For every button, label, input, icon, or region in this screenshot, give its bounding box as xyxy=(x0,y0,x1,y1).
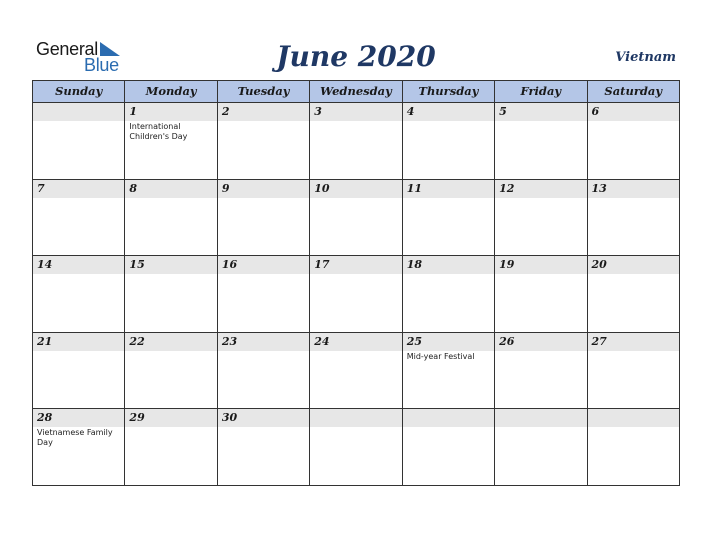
day-number xyxy=(495,409,586,427)
day-number: 26 xyxy=(495,333,586,351)
weekday-header-row xyxy=(33,81,679,103)
holiday-label xyxy=(218,121,309,122)
holiday-label xyxy=(310,351,401,352)
day-number xyxy=(588,409,679,427)
country-label: Vietnam xyxy=(615,50,676,65)
holiday-label: Vietnamese Family Day xyxy=(37,428,113,448)
weekday-header: Sunday xyxy=(33,81,125,102)
day-cell xyxy=(218,256,310,332)
holiday-label xyxy=(403,274,494,275)
day-number: 1 xyxy=(125,103,216,121)
week-row xyxy=(33,180,679,257)
holiday-label: International Children's Day xyxy=(129,122,188,141)
day-cell xyxy=(218,180,310,256)
holiday-label xyxy=(125,351,216,352)
day-cell xyxy=(125,180,217,256)
day-number: 3 xyxy=(310,103,401,121)
day-cell xyxy=(403,256,495,332)
day-cell xyxy=(33,409,125,485)
holiday-label xyxy=(588,351,679,352)
day-number: 28 xyxy=(33,409,124,427)
day-number: 6 xyxy=(588,103,679,121)
day-cell xyxy=(403,180,495,256)
weekday-header: Tuesday xyxy=(218,81,310,102)
holiday-label xyxy=(495,198,586,199)
day-number: 7 xyxy=(33,180,124,198)
day-cell xyxy=(33,180,125,256)
day-number: 15 xyxy=(125,256,216,274)
holiday-label xyxy=(588,198,679,199)
holiday-label xyxy=(310,198,401,199)
day-cell xyxy=(495,103,587,179)
week-row xyxy=(33,409,679,485)
day-number: 17 xyxy=(310,256,401,274)
holiday-label xyxy=(218,198,309,199)
holiday-label xyxy=(403,121,494,122)
logo-text-general: General xyxy=(36,39,98,59)
holiday-label xyxy=(403,427,494,428)
day-number: 11 xyxy=(403,180,494,198)
day-cell xyxy=(310,256,402,332)
day-number xyxy=(33,103,124,121)
logo-text-blue: Blue xyxy=(84,55,119,75)
day-cell xyxy=(403,409,495,485)
day-cell xyxy=(588,409,679,485)
holiday-label xyxy=(218,274,309,275)
day-number: 14 xyxy=(33,256,124,274)
day-number: 23 xyxy=(218,333,309,351)
day-number: 24 xyxy=(310,333,401,351)
holiday-label: Mid-year Festival xyxy=(406,351,475,361)
day-number: 13 xyxy=(588,180,679,198)
day-number xyxy=(403,409,494,427)
week-row xyxy=(33,103,679,180)
holiday-label xyxy=(125,198,216,199)
holiday-label xyxy=(33,198,124,199)
day-cell xyxy=(310,409,402,485)
holiday-label xyxy=(495,121,586,122)
day-cell xyxy=(125,409,217,485)
day-cell xyxy=(588,103,679,179)
day-cell xyxy=(403,333,495,409)
holiday-label xyxy=(33,351,124,352)
day-cell xyxy=(588,180,679,256)
day-cell xyxy=(33,333,125,409)
day-cell xyxy=(495,409,587,485)
holiday-label xyxy=(33,121,124,122)
day-cell xyxy=(588,256,679,332)
day-cell xyxy=(588,333,679,409)
week-row xyxy=(33,333,679,410)
day-number: 12 xyxy=(495,180,586,198)
day-number: 16 xyxy=(218,256,309,274)
week-row xyxy=(33,256,679,333)
holiday-label xyxy=(218,351,309,352)
day-cell xyxy=(33,103,125,179)
holiday-label xyxy=(588,121,679,122)
holiday-label xyxy=(495,427,586,428)
day-cell xyxy=(125,256,217,332)
day-cell xyxy=(495,256,587,332)
day-number: 21 xyxy=(33,333,124,351)
day-cell xyxy=(125,333,217,409)
day-number: 25 xyxy=(403,333,494,351)
day-number: 29 xyxy=(125,409,216,427)
day-number: 2 xyxy=(218,103,309,121)
holiday-label xyxy=(125,427,216,428)
day-number: 10 xyxy=(310,180,401,198)
holiday-label xyxy=(33,274,124,275)
day-number: 20 xyxy=(588,256,679,274)
day-cell xyxy=(218,333,310,409)
weekday-header: Wednesday xyxy=(310,81,402,102)
day-cell xyxy=(218,409,310,485)
day-number: 9 xyxy=(218,180,309,198)
day-number: 4 xyxy=(403,103,494,121)
day-cell xyxy=(310,333,402,409)
day-number: 5 xyxy=(495,103,586,121)
day-cell xyxy=(310,103,402,179)
weekday-header: Thursday xyxy=(403,81,495,102)
holiday-label xyxy=(403,198,494,199)
day-number: 18 xyxy=(403,256,494,274)
holiday-label xyxy=(495,274,586,275)
day-cell xyxy=(310,180,402,256)
holiday-label xyxy=(588,274,679,275)
day-cell xyxy=(495,180,587,256)
holiday-label xyxy=(310,274,401,275)
holiday-label xyxy=(588,427,679,428)
day-cell xyxy=(33,256,125,332)
weekday-header: Monday xyxy=(125,81,217,102)
day-cell xyxy=(125,103,217,179)
page-title: June 2020 xyxy=(276,40,436,73)
holiday-label xyxy=(310,427,401,428)
day-cell xyxy=(218,103,310,179)
holiday-label xyxy=(125,274,216,275)
holiday-label xyxy=(218,427,309,428)
day-cell xyxy=(403,103,495,179)
day-number: 8 xyxy=(125,180,216,198)
day-number: 22 xyxy=(125,333,216,351)
day-cell xyxy=(495,333,587,409)
day-number: 19 xyxy=(495,256,586,274)
weeks-container xyxy=(33,103,679,485)
holiday-label xyxy=(310,121,401,122)
weekday-header: Saturday xyxy=(604,84,663,98)
weekday-header: Friday xyxy=(495,81,587,102)
day-number xyxy=(310,409,401,427)
day-number: 30 xyxy=(218,409,309,427)
holiday-label xyxy=(495,351,586,352)
day-number: 27 xyxy=(588,333,679,351)
calendar-grid xyxy=(32,80,680,486)
